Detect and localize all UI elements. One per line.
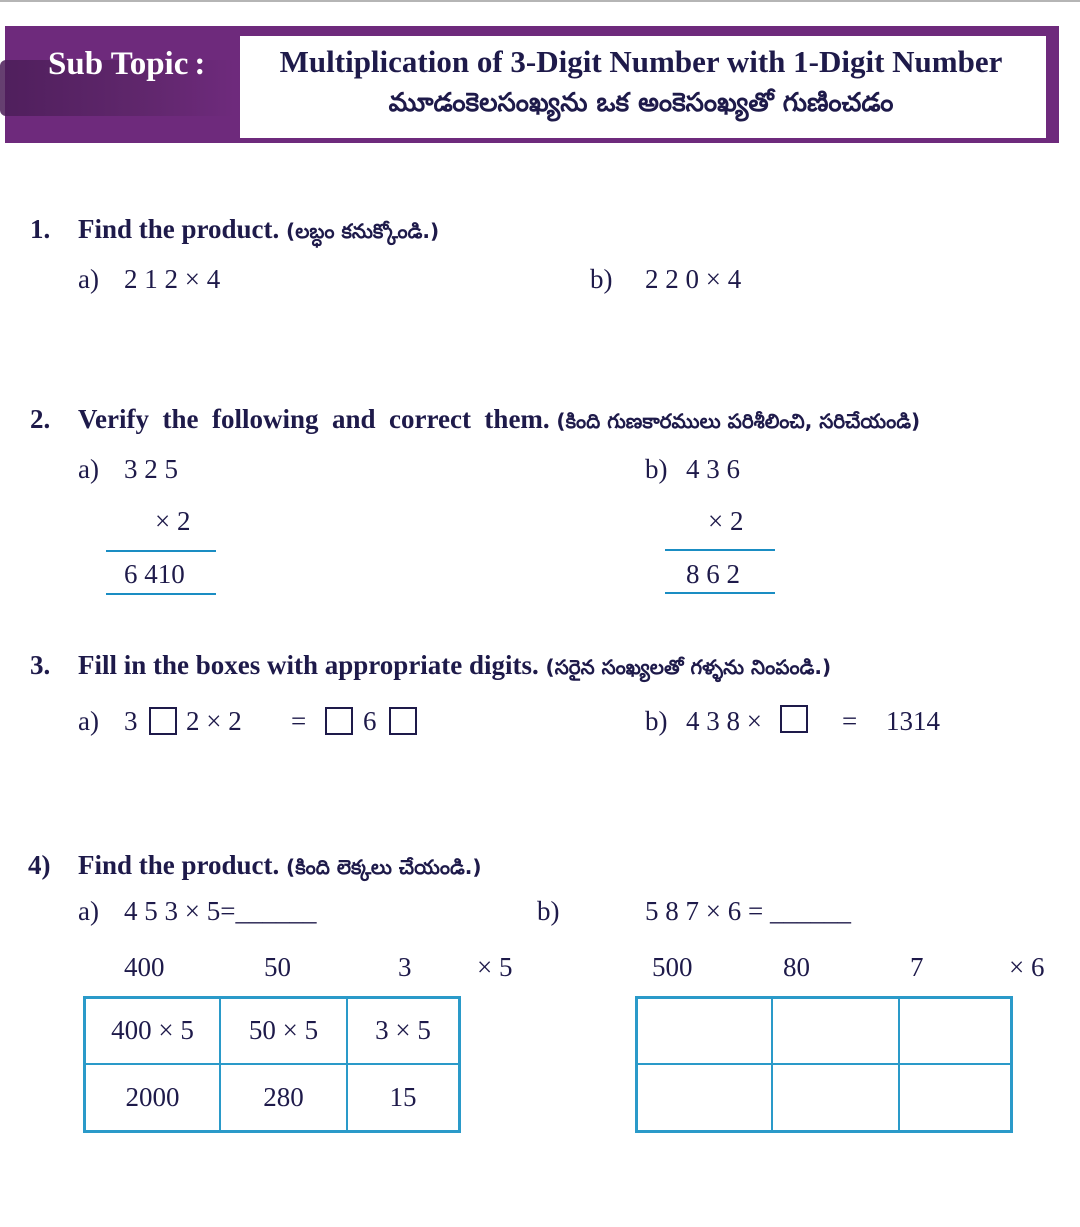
q3-a-rest: 2 × 2 <box>186 706 242 736</box>
q1-number: 1. <box>30 214 51 244</box>
q3-telugu: (సరైన సంఖ్యలతో గళ్ళను నింపండి.) <box>545 655 832 679</box>
q4-a-head-ones: 3 <box>398 952 412 982</box>
q3-a-equals: = <box>291 706 307 736</box>
table-row <box>637 1064 1012 1132</box>
q3-b-blank-box[interactable] <box>780 705 808 733</box>
sub-topic-label-text: Sub Topic <box>48 46 189 82</box>
q2-text: Verify the following and correct them. <box>78 404 550 434</box>
q3-prompt <box>78 650 831 684</box>
q4-a-table <box>83 996 461 1133</box>
q4-b-head-hundreds: 500 <box>652 952 693 982</box>
sub-topic-title-telugu: మూడంకెలసంఖ్యను ఒక అంకెసంఖ్యతో గుణించడం <box>388 88 894 118</box>
q1-telugu: (లబ్ధం కనుక్కోండి.) <box>286 219 440 243</box>
q3-b-equals: = <box>842 706 858 736</box>
q4-a-cell: 400 × 5 <box>85 998 221 1064</box>
q2-prompt <box>78 404 920 438</box>
q4-number: 4) <box>28 850 51 880</box>
table-row <box>85 1064 460 1132</box>
q1-a-expression: 2 1 2 × 4 <box>124 264 221 294</box>
q1-b-expression: 2 2 0 × 4 <box>645 264 742 294</box>
q4-b-table <box>635 996 1013 1133</box>
q2-b-label: b) <box>645 454 668 484</box>
q4-b-cell[interactable] <box>772 1064 899 1132</box>
q4-b-cell[interactable] <box>899 1064 1012 1132</box>
q3-b-label: b) <box>645 706 668 736</box>
q3-a-blank-box-1[interactable] <box>149 707 177 735</box>
q4-b-head-tens: 80 <box>783 952 810 982</box>
q3-a-label: a) <box>78 706 99 736</box>
q4-b-head-ones: 7 <box>910 952 924 982</box>
q3-a-blank-box-2[interactable] <box>325 707 353 735</box>
q4-b-label: b) <box>537 896 560 926</box>
q1-a-label: a) <box>78 264 99 294</box>
q3-number: 3. <box>30 650 51 680</box>
q1-prompt <box>78 214 439 248</box>
q3-b-result: 1314 <box>886 706 940 736</box>
q4-a-expression: 4 5 3 × 5=______ <box>124 896 317 926</box>
q2-b-rule-bottom <box>665 592 775 594</box>
q2-a-multiplier: × 2 <box>155 506 191 536</box>
q1-text: Find the product. <box>78 214 280 244</box>
q4-a-cell: 50 × 5 <box>220 998 347 1064</box>
sub-topic-colon: : <box>194 46 206 82</box>
sub-topic-label <box>48 46 205 83</box>
q4-prompt <box>78 850 482 884</box>
q3-a-result-digit: 6 <box>363 706 377 736</box>
sub-topic-title: Multiplication of 3-Digit Number with 1-Digit Number <box>279 44 1003 79</box>
q4-b-cell[interactable] <box>772 998 899 1064</box>
top-border-line <box>0 0 1080 2</box>
q2-a-rule-top <box>106 550 216 552</box>
q4-a-head-hundreds: 400 <box>124 952 165 982</box>
q2-b-result: 8 6 2 <box>686 559 740 589</box>
q2-telugu: (కింది గుణకారములు పరిశీలించి, సరిచేయండి) <box>556 409 921 433</box>
q4-b-head-multiplier: × 6 <box>1009 952 1045 982</box>
q4-a-cell: 2000 <box>85 1064 221 1132</box>
q3-b-expression: 4 3 8 × <box>686 706 762 736</box>
q2-a-top: 3 2 5 <box>124 454 178 484</box>
q3-a-digit-1: 3 <box>124 706 138 736</box>
table-row <box>637 998 1012 1064</box>
q4-a-head-tens: 50 <box>264 952 291 982</box>
table-row <box>85 998 460 1064</box>
q2-a-result: 6 410 <box>124 559 185 589</box>
q2-b-multiplier: × 2 <box>708 506 744 536</box>
q2-a-rule-bottom <box>106 593 216 595</box>
q4-a-cell: 280 <box>220 1064 347 1132</box>
q1-b-label: b) <box>590 264 613 294</box>
q2-a-label: a) <box>78 454 99 484</box>
q4-b-expression: 5 8 7 × 6 = ______ <box>645 896 851 926</box>
q2-b-rule-top <box>665 549 775 551</box>
q4-telugu: (కింది లెక్కలు చేయండి.) <box>286 855 482 879</box>
q3-a-blank-box-3[interactable] <box>389 707 417 735</box>
q4-a-label: a) <box>78 896 99 926</box>
q4-a-head-multiplier: × 5 <box>477 952 513 982</box>
q2-number: 2. <box>30 404 51 434</box>
q4-a-cell: 3 × 5 <box>347 998 460 1064</box>
q3-text: Fill in the boxes with appropriate digits. <box>78 650 539 680</box>
q4-text: Find the product. <box>78 850 280 880</box>
q2-b-top: 4 3 6 <box>686 454 740 484</box>
q4-a-cell: 15 <box>347 1064 460 1132</box>
q4-b-cell[interactable] <box>637 998 773 1064</box>
q4-b-cell[interactable] <box>637 1064 773 1132</box>
q4-b-cell[interactable] <box>899 998 1012 1064</box>
